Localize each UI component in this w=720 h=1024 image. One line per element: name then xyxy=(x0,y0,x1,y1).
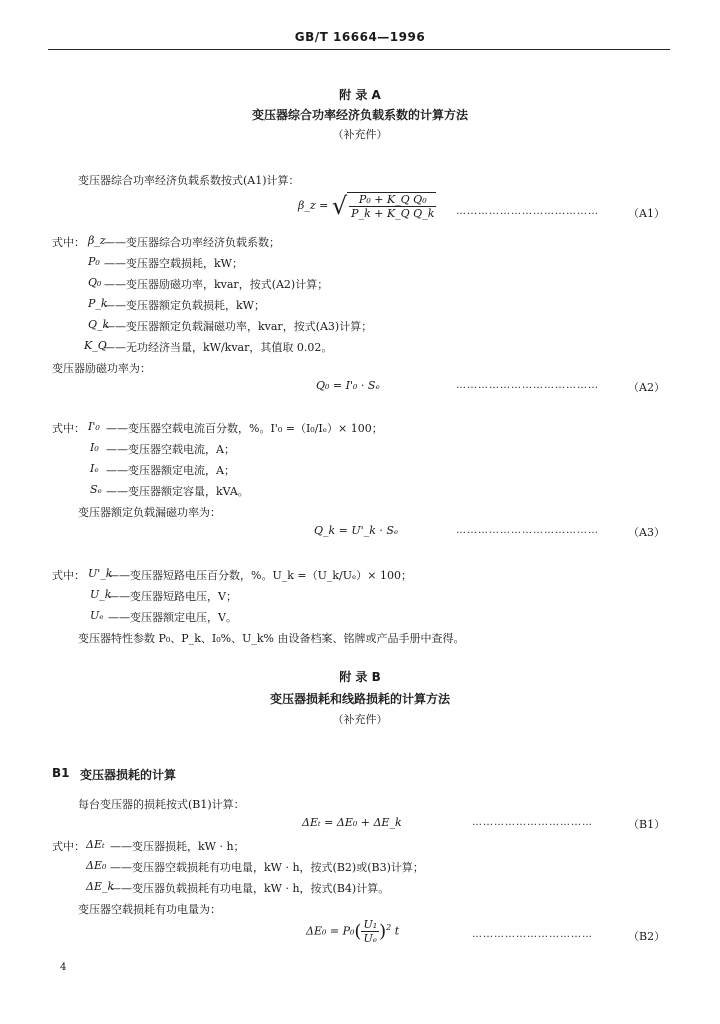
header-standard-code: GB/T 16664—1996 xyxy=(294,30,426,44)
a-closing-note: 变压器特性参数 P₀、P_k、I₀%、U_k% 由设备档案、铭牌或产品手册中查得。 xyxy=(78,632,465,645)
def-symbol: I₀ xyxy=(90,441,99,454)
def-text: ——变压器励磁功率，kvar，按式(A2)计算； xyxy=(104,278,329,291)
formula-b2-denominator: Uₑ xyxy=(363,932,378,945)
where-label: 式中： xyxy=(52,840,85,853)
def-text: ——变压器空载电流百分数，%。I'₀ =（I₀/Iₑ）× 100； xyxy=(106,422,383,435)
def-text: ——变压器短路电压，V； xyxy=(108,590,237,603)
def-text: ——变压器额定容量，kVA。 xyxy=(106,485,249,498)
def-text: ——变压器综合功率经济负载系数； xyxy=(104,236,280,249)
appendix-b-title: 变压器损耗和线路损耗的计算方法 xyxy=(269,692,450,706)
def-symbol: Q₀ xyxy=(88,276,102,289)
formula-b2-time: t xyxy=(394,924,400,938)
formula-b1-tag: （B1） xyxy=(628,818,666,831)
leader-dots: …………………………… xyxy=(472,929,593,940)
def-text: ——变压器额定电压，V。 xyxy=(108,611,237,624)
where-label: 式中： xyxy=(52,569,85,582)
def-symbol: ΔE₀ xyxy=(86,859,107,872)
leader-dots: ………………………………… xyxy=(456,525,599,536)
formula-a1-tag: （A1） xyxy=(628,207,665,220)
def-symbol: I'₀ xyxy=(88,420,100,433)
leader-dots: …………………………… xyxy=(472,817,593,828)
def-symbol: U_k xyxy=(90,588,112,601)
sqrt-symbol: √ xyxy=(331,192,348,220)
appendix-a-title: 变压器综合功率经济负载系数的计算方法 xyxy=(251,108,468,122)
leader-dots: ………………………………… xyxy=(456,206,599,217)
def-text: ——变压器短路电压百分数，%。U_k =（U_k/Uₑ）× 100； xyxy=(108,569,412,582)
def-symbol: Sₑ xyxy=(90,483,102,496)
leader-dots: ………………………………… xyxy=(456,380,599,391)
formula-a1-numerator: P₀ + K_Q Q₀ xyxy=(349,193,436,207)
def-symbol: K_Q xyxy=(84,339,107,352)
formula-b1: ΔEₜ = ΔE₀ + ΔE_k xyxy=(302,816,402,829)
def-text: ——变压器负载损耗有功电量，kW · h，按式(B4)计算。 xyxy=(110,882,390,895)
def-text: ——变压器额定负载损耗，kW； xyxy=(104,299,265,312)
formula-a2-tag: （A2） xyxy=(628,381,665,394)
def-symbol: ΔEₜ xyxy=(86,838,105,851)
def-symbol: ΔE_k xyxy=(86,880,115,893)
formula-a1-lhs: β_z = xyxy=(298,199,329,212)
page-number: 4 xyxy=(60,962,67,973)
a2-intro: 变压器励磁功率为： xyxy=(52,362,151,375)
appendix-b-subtitle: （补充件） xyxy=(332,713,388,726)
b1-intro: 每台变压器的损耗按式(B1)计算： xyxy=(78,798,245,811)
formula-a3-tag: （A3） xyxy=(628,526,665,539)
formula-b2-tag: （B2） xyxy=(628,930,666,943)
appendix-a-subtitle: （补充件） xyxy=(332,128,388,141)
def-text: ——变压器空载损耗有功电量，kW · h，按式(B2)或(B3)计算； xyxy=(110,861,424,874)
def-symbol: β_z xyxy=(88,234,106,247)
def-symbol: Iₑ xyxy=(90,462,99,475)
formula-a2: Q₀ = I'₀ · Sₑ xyxy=(316,379,380,392)
def-text: ——变压器损耗，kW · h； xyxy=(110,840,245,853)
where-label: 式中： xyxy=(52,236,85,249)
formula-a1-radicand xyxy=(347,192,436,220)
def-symbol: P₀ xyxy=(88,255,100,268)
section-b1-title: 变压器损耗的计算 xyxy=(80,768,177,782)
appendix-a-label: 附 录 A xyxy=(339,88,381,102)
def-text: ——变压器空载损耗，kW； xyxy=(104,257,243,270)
def-text: ——变压器空载电流，A； xyxy=(106,443,235,456)
header-rule xyxy=(48,49,670,50)
formula-a1 xyxy=(298,192,436,220)
def-symbol: P_k xyxy=(88,297,108,310)
def-symbol: U'_k xyxy=(88,567,113,580)
a3-intro: 变压器额定负载漏磁功率为： xyxy=(78,506,221,519)
def-text: ——无功经济当量，kW/kvar，其值取 0.02。 xyxy=(104,341,333,354)
def-symbol: Uₑ xyxy=(90,609,104,622)
a1-intro: 变压器综合功率经济负载系数按式(A1)计算： xyxy=(78,174,300,187)
section-b1-number: B1 xyxy=(52,766,70,780)
appendix-b-label: 附 录 B xyxy=(339,670,381,684)
def-symbol: Q_k xyxy=(88,318,110,331)
where-label: 式中： xyxy=(52,422,85,435)
formula-b2-lhs: ΔE₀ = P₀ xyxy=(306,924,355,938)
formula-a3: Q_k = U'_k · Sₑ xyxy=(314,524,399,537)
def-text: ——变压器额定电流，A； xyxy=(106,464,235,477)
formula-b2-exponent: 2 xyxy=(386,922,392,932)
formula-b2: ΔE₀ = P₀( $\frac{\text{U₁}}{\text{Uₑ}}$ )$^2$ t xyxy=(306,918,400,945)
formula-b2-numerator: U₁ xyxy=(363,918,378,931)
b2-intro: 变压器空载损耗有功电量为： xyxy=(78,903,221,916)
formula-a1-denominator: P_k + K_Q Q_k xyxy=(351,207,435,220)
def-text: ——变压器额定负载漏磁功率，kvar，按式(A3)计算； xyxy=(104,320,373,333)
